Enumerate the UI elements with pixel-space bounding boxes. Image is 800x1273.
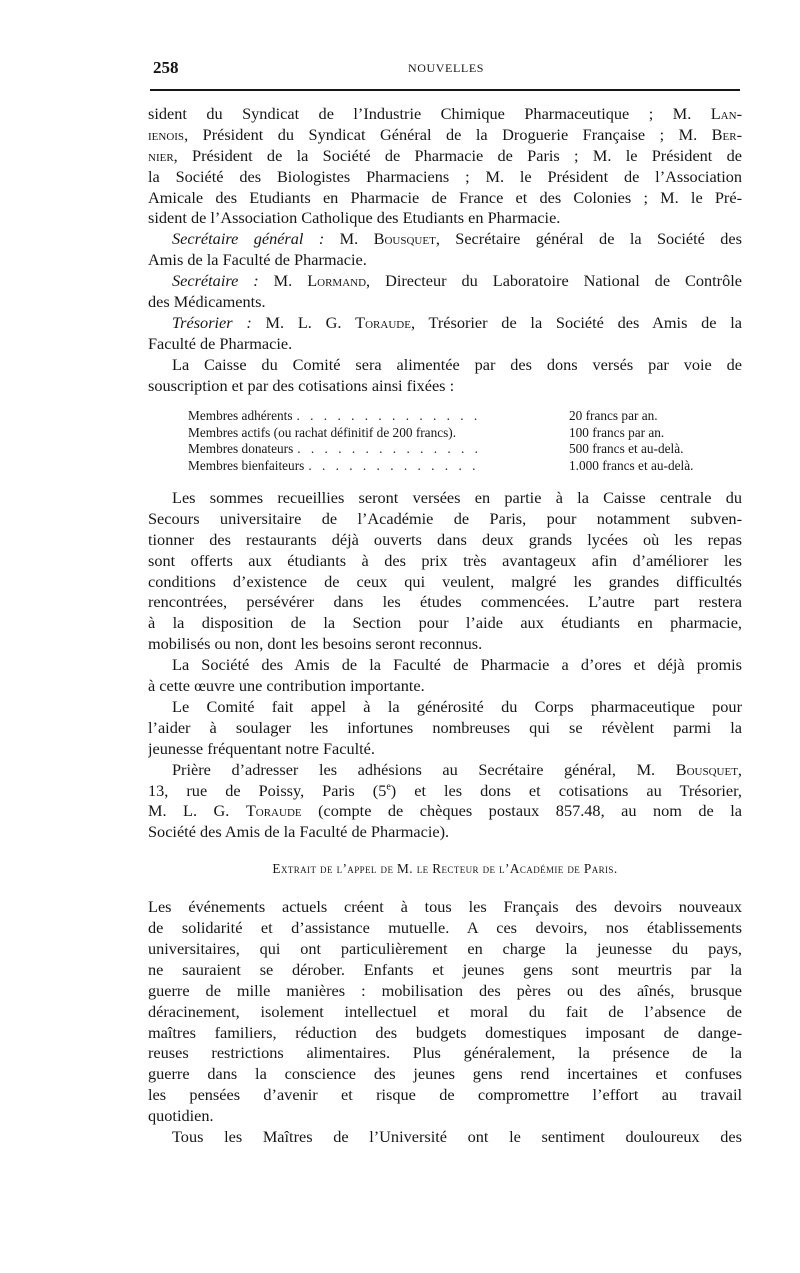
page-header: [150, 58, 742, 80]
table-row: [148, 441, 742, 457]
member-fee: 100 francs par an.: [569, 424, 665, 440]
paragraph-societe: [148, 655, 742, 697]
text-line: de solidarité et d’assistance mutuelle. A ces devoirs, nos établissements: [148, 918, 742, 938]
role-label: Secrétaire :: [172, 271, 259, 291]
text-line: Les sommes recueillies seront versées en partie à la Caisse centrale du: [172, 488, 742, 508]
role-label: Trésorier :: [172, 312, 252, 332]
paragraph-appel: [148, 897, 742, 1148]
paragraph-sommes: [148, 488, 742, 655]
text-line: Les événements actuels créent à tous les Français des devoirs nouveaux: [148, 897, 742, 917]
text-line: souscription et par des cotisations ainsi fixées :: [148, 375, 455, 395]
text-line: Secrétaire général : M. Bousquet, Secrétaire général de la Société des: [172, 229, 742, 249]
paragraph-secretaire: [148, 271, 742, 313]
text-line: La Société des Amis de la Faculté de Pharmacie a d’ores et déjà promis: [172, 655, 742, 675]
text-line: ne sauraient se dérober. Enfants et jeunes gens sont meurtris par la: [148, 959, 742, 979]
text-line: Société des Amis de la Faculté de Pharmacie).: [148, 822, 450, 842]
text-line: sident de l’Association Catholique des Etudiants en Pharmacie.: [148, 208, 561, 228]
paragraph-secretaire-general: [148, 229, 742, 271]
paragraph-presidents: [148, 104, 742, 229]
text-line: Secrétaire : M. Lormand, Directeur du Laboratoire National de Contrôle: [172, 271, 742, 291]
text-line: Secours universitaire de l’Académie de Paris, pour notamment subven-: [148, 508, 742, 528]
text-line: maîtres familiers, réduction des budgets domestiques imposant de dange-: [148, 1022, 742, 1042]
text-line: les pensées d’avenir et risque de compromettre l’effort au travail: [148, 1085, 742, 1105]
text-line: guerre dans la conscience des jeunes gens rend incertaines et confuses: [148, 1064, 742, 1084]
section-title: Extrait de l’appel de M. le Recteur de l’Académie de Paris.: [272, 861, 618, 877]
text-line: nier, Président de la Société de Pharmacie de Paris ; M. le Président de: [148, 145, 742, 165]
text-line: sont offerts aux étudiants à des prix très avantageux afin d’améliorer les: [148, 550, 742, 570]
cotisations-table: [148, 408, 742, 474]
text-line: Amicale des Etudiants en Pharmacie de France et des Colonies ; M. le Pré-: [148, 187, 742, 207]
text-line: rencontrées, persévérer dans les études commencées. L’autre part restera: [148, 592, 742, 612]
text-line: Trésorier : M. L. G. Toraude, Trésorier de la Société des Amis de la: [172, 312, 742, 332]
page-body: [148, 104, 742, 1148]
paragraph-priere: [148, 760, 742, 844]
text-line: Faculté de Pharmacie.: [148, 333, 293, 353]
member-category: Membres donateurs: [188, 441, 294, 457]
person-name: Bousquet: [373, 229, 436, 249]
text-line: Tous les Maîtres de l’Université ont le sentiment douloureux des: [172, 1126, 742, 1146]
header-rule: [150, 89, 740, 91]
text-line: jeunesse fréquentant notre Faculté.: [148, 738, 375, 758]
member-category: Membres actifs (ou rachat définitif de 200 francs).: [188, 424, 457, 440]
member-fee: 20 francs par an.: [569, 408, 658, 424]
text-line: à la disposition de la Section pour l’aide aux étudiants en pharmacie,: [148, 613, 742, 633]
text-line: sident du Syndicat de l’Industrie Chimique Pharmaceutique ; M. Lan-: [148, 104, 742, 123]
text-line: tionner des restaurants déjà ouverts dans deux grands lycées où les repas: [148, 529, 742, 549]
person-name: Toraude: [355, 312, 411, 332]
leader-dots: . . . . . . . . . . . . . .: [297, 441, 482, 457]
table-row: [148, 425, 742, 441]
text-line: guerre de mille manières : mobilisation des pères ou des aînés, brusque: [148, 980, 742, 1000]
text-line: des Médicaments.: [148, 292, 266, 312]
paragraph-comite: [148, 697, 742, 760]
text-line: mobilisés ou non, dont les besoins seront reconnus.: [148, 634, 483, 654]
text-line: La Caisse du Comité sera alimentée par des dons versés par voie de: [172, 354, 742, 374]
text-line: déracinement, isolement intellectuel et moral du fait de l’absence de: [148, 1001, 742, 1021]
text-line: universitaires, qui ont particulièrement en charge la jeunesse du pays,: [148, 938, 742, 958]
role-label: Secrétaire général :: [172, 229, 325, 249]
text-line: l’aider à soulager les infortunes nombreuses qui se révèlent parmi la: [148, 717, 742, 737]
person-name: Bousquet: [675, 759, 738, 779]
text-line: 13, rue de Poissy, Paris (5e) et les dons et cotisations au Trésorier,: [148, 780, 742, 800]
person-name: Toraude: [245, 801, 302, 821]
table-row: [148, 458, 742, 474]
text-line: conditions d’existence de ceux qui veulent, malgré les grandes difficultés: [148, 571, 742, 591]
text-line: Amis de la Faculté de Pharmacie.: [148, 250, 367, 270]
member-category: Membres adhérents: [188, 408, 293, 424]
member-fee: 500 francs et au-delà.: [569, 441, 684, 457]
text-line: quotidien.: [148, 1106, 214, 1126]
text-line: Le Comité fait appel à la générosité du Corps pharmaceutique pour: [172, 696, 742, 716]
running-title: NOUVELLES: [407, 61, 485, 75]
text-line: reuses restrictions alimentaires. Plus généralement, la présence de la: [148, 1043, 742, 1063]
person-name: Lormand: [307, 271, 367, 291]
table-row: [148, 408, 742, 424]
text-line: la Société des Biologistes Pharmaciens ; M. le Président de l’Association: [148, 166, 742, 186]
text-line: à cette œuvre une contribution importante.: [148, 676, 425, 696]
text-line: ienois, Président du Syndicat Général de la Droguerie Française ; M. Ber-: [148, 124, 742, 144]
member-fee: 1.000 francs et au-delà.: [569, 457, 694, 473]
text-line: M. L. G. Toraude (compte de chèques postaux 857.48, au nom de la: [148, 801, 742, 821]
leader-dots: . . . . . . . . . . . . . .: [296, 408, 481, 424]
text-line: Prière d’adresser les adhésions au Secrétaire général, M. Bousquet,: [172, 759, 742, 779]
paragraph-tresorier: [148, 313, 742, 355]
member-category: Membres bienfaiteurs: [188, 457, 305, 473]
page-number: 258: [153, 58, 179, 77]
paragraph-caisse: [148, 355, 742, 397]
leader-dots: . . . . . . . . . . . . .: [308, 457, 479, 473]
